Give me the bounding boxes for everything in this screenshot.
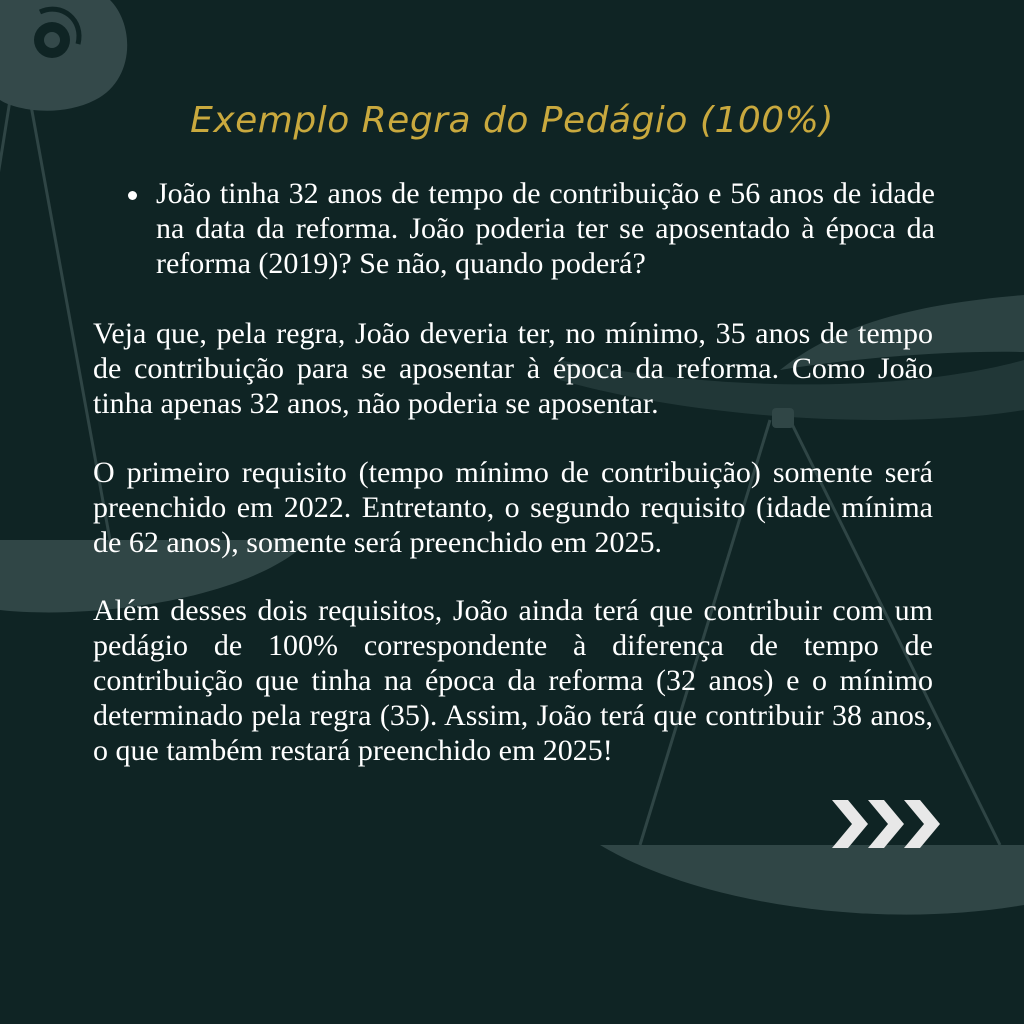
list-item [120,176,935,281]
paragraph-toll: Além desses dois requisitos, João ainda terá que contribuir com um pedágio de 100% correspondente à diferença de tempo de contribuição que tinha na época da reforma (32 anos) e o mínimo determinado pela regra (35). Assim, João terá que contribuir 38 anos, o que também restará preenchido em 2025! [93,594,933,767]
bullet-list [120,176,935,281]
bullet-dot [128,191,137,200]
triple-chevron-right-icon[interactable] [828,796,942,852]
bullet-text: João tinha 32 anos de tempo de contribuição e 56 anos de idade na data da reforma. João poderia ter se aposentado à época da reforma (2019)? Se não, quando poderá? [156,177,935,280]
page-title: Exemplo Regra do Pedágio (100%) [190,100,834,141]
paragraph-requirement: Veja que, pela regra, João deveria ter, no mínimo, 35 anos de tempo de contribuição para se aposentar à época da reforma. Como João tinha apenas 32 anos, não poderia se aposentar. [93,317,933,420]
paragraph-first-requirement: O primeiro requisito (tempo mínimo de contribuição) somente será preenchido em 2022. Entretanto, o segundo requisito (idade mínima de 62 anos), somente será preenchido em 2025. [93,456,933,559]
